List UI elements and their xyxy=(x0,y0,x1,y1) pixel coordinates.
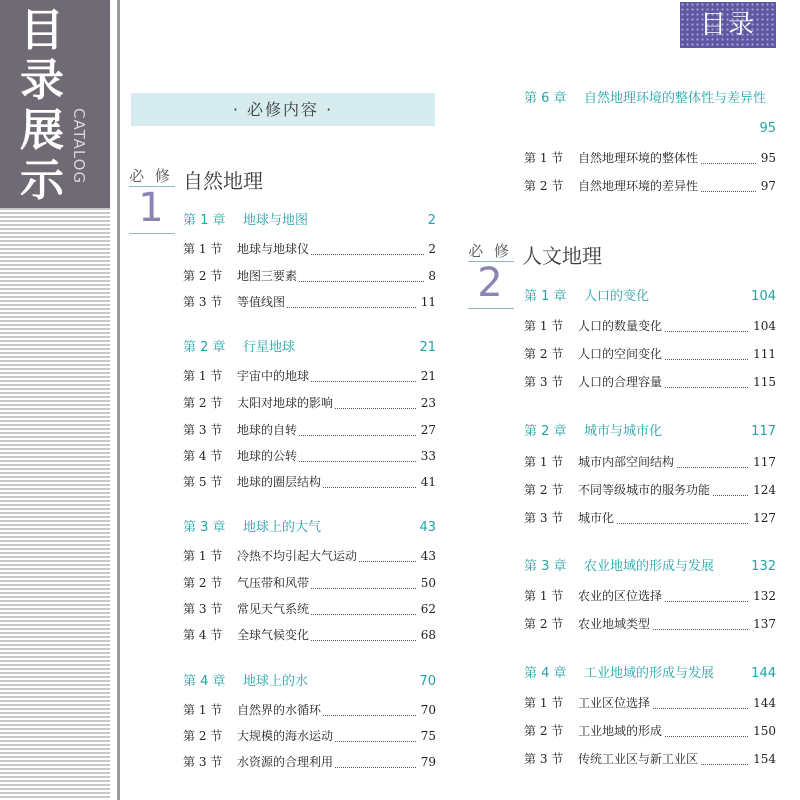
chapter-title: 地球与地图 xyxy=(243,213,309,228)
chapter-page: 132 xyxy=(751,559,776,574)
section-number: 第 5 节 xyxy=(183,475,223,489)
section-title: 宇宙中的地球 xyxy=(237,365,311,387)
section-title: 地球的圈层结构 xyxy=(237,471,323,493)
section-title: 城市内部空间结构 xyxy=(578,451,676,473)
section-number: 第 1 节 xyxy=(183,369,223,383)
section-row[interactable] xyxy=(183,392,436,414)
sidebar-title-char: 录 xyxy=(20,55,64,106)
section-number: 第 2 节 xyxy=(524,179,564,193)
section-page: 21 xyxy=(417,365,436,387)
module-label: 必 修 xyxy=(468,242,512,260)
section-title: 自然界的水循环 xyxy=(237,699,323,721)
section-page: 11 xyxy=(417,291,436,313)
section-title: 传统工业区与新工业区 xyxy=(578,748,700,770)
section-page: 27 xyxy=(417,419,436,441)
chapter-number: 第 3 章 xyxy=(524,559,567,574)
section-number: 第 2 节 xyxy=(524,483,564,497)
section-row[interactable] xyxy=(524,343,776,365)
section-row[interactable] xyxy=(183,419,436,441)
chapter-row[interactable] xyxy=(524,88,776,110)
section-number: 第 4 节 xyxy=(183,449,223,463)
chapter-page: 117 xyxy=(751,424,776,439)
section-page: 79 xyxy=(417,751,436,773)
section-row[interactable] xyxy=(524,613,776,635)
section-page: 104 xyxy=(749,315,776,337)
section-row[interactable] xyxy=(524,507,776,529)
section-page: 144 xyxy=(749,692,776,714)
section-page: 50 xyxy=(417,572,436,594)
section-page: 95 xyxy=(757,147,776,169)
section-page: 68 xyxy=(417,624,436,646)
section-number: 第 1 节 xyxy=(524,696,564,710)
sidebar-title-char: 示 xyxy=(20,155,64,206)
module-number: 2 xyxy=(477,260,503,306)
section-title: 人口的合理容量 xyxy=(578,371,664,393)
chapter-row[interactable] xyxy=(183,671,436,693)
chapter-number: 第 1 章 xyxy=(524,289,567,304)
section-row[interactable] xyxy=(183,624,436,646)
section-title: 人口的数量变化 xyxy=(578,315,664,337)
chapter-title: 地球上的水 xyxy=(243,674,309,689)
section-number: 第 3 节 xyxy=(524,752,564,766)
section-title: 农业地域类型 xyxy=(578,613,652,635)
section-number: 第 1 节 xyxy=(524,589,564,603)
required-banner: · 必修内容 · xyxy=(131,93,435,126)
chapter-number: 第 1 章 xyxy=(183,213,226,228)
section-page: 117 xyxy=(749,451,776,473)
module-number: 1 xyxy=(138,185,164,231)
section-title: 不同等级城市的服务功能 xyxy=(578,479,712,501)
sidebar-title-block xyxy=(0,0,110,208)
chapter-page: 95 xyxy=(759,121,776,136)
section-page: 75 xyxy=(417,725,436,747)
section-number: 第 2 节 xyxy=(524,347,564,361)
section-number: 第 3 节 xyxy=(183,423,223,437)
section-row[interactable] xyxy=(524,147,776,169)
section-number: 第 2 节 xyxy=(183,576,223,590)
section-row[interactable] xyxy=(524,451,776,473)
section-title: 地球与地球仪 xyxy=(237,238,311,260)
sidebar-title-char: 目 xyxy=(20,5,64,56)
section-number: 第 1 节 xyxy=(524,319,564,333)
section-page: 127 xyxy=(749,507,776,529)
separator-line xyxy=(117,0,120,800)
section-title: 冷热不均引起大气运动 xyxy=(237,545,359,567)
divider xyxy=(129,233,175,234)
section-page: 137 xyxy=(749,613,776,635)
divider xyxy=(468,308,514,309)
section-page: 111 xyxy=(749,343,776,365)
section-page: 150 xyxy=(749,720,776,742)
section-row[interactable] xyxy=(183,265,436,287)
chapter-number: 第 4 章 xyxy=(524,666,567,681)
module-title: 自然地理 xyxy=(183,169,263,193)
chapter-title: 自然地理环境的整体性与差异性 xyxy=(584,91,767,106)
section-page: 62 xyxy=(417,598,436,620)
section-title: 地球的自转 xyxy=(237,419,299,441)
section-row[interactable] xyxy=(524,479,776,501)
section-row[interactable] xyxy=(183,445,436,467)
section-row[interactable] xyxy=(183,238,436,260)
section-row[interactable] xyxy=(183,725,436,747)
section-row[interactable] xyxy=(524,748,776,770)
section-page: 23 xyxy=(417,392,436,414)
chapter-row[interactable] xyxy=(183,337,436,359)
chapter-number: 第 4 章 xyxy=(183,674,226,689)
section-title: 自然地理环境的整体性 xyxy=(578,147,700,169)
section-number: 第 1 节 xyxy=(524,151,564,165)
section-page: 41 xyxy=(417,471,436,493)
section-number: 第 3 节 xyxy=(183,602,223,616)
section-row[interactable] xyxy=(524,175,776,197)
chapter-title: 农业地域的形成与发展 xyxy=(584,559,715,574)
section-page: 154 xyxy=(749,748,776,770)
sidebar-title xyxy=(12,6,72,206)
chapter-row[interactable] xyxy=(183,517,436,539)
section-title: 城市化 xyxy=(578,507,616,529)
chapter-page: 70 xyxy=(419,674,436,689)
section-row[interactable] xyxy=(183,291,436,313)
chapter-number: 第 2 章 xyxy=(524,424,567,439)
section-title: 气压带和风带 xyxy=(237,572,311,594)
section-title: 地图三要素 xyxy=(237,265,299,287)
chapter-page: 21 xyxy=(419,340,436,355)
section-row[interactable] xyxy=(524,585,776,607)
section-page: 124 xyxy=(749,479,776,501)
section-title: 农业的区位选择 xyxy=(578,585,664,607)
section-page: 33 xyxy=(417,445,436,467)
chapter-number: 第 2 章 xyxy=(183,340,226,355)
section-page: 2 xyxy=(424,238,436,260)
section-title: 工业区位选择 xyxy=(578,692,652,714)
chapter-row[interactable] xyxy=(183,210,436,232)
chapter-number: 第 3 章 xyxy=(183,520,226,535)
chapter-title: 工业地域的形成与发展 xyxy=(584,666,715,681)
section-number: 第 2 节 xyxy=(524,724,564,738)
chapter-title: 人口的变化 xyxy=(584,289,650,304)
section-number: 第 2 节 xyxy=(183,269,223,283)
section-number: 第 1 节 xyxy=(183,703,223,717)
section-title: 等值线图 xyxy=(237,291,287,313)
sidebar-title-char: 展 xyxy=(20,105,64,156)
section-number: 第 2 节 xyxy=(183,729,223,743)
section-page: 43 xyxy=(417,545,436,567)
chapter-title: 行星地球 xyxy=(243,340,296,355)
section-number: 第 2 节 xyxy=(183,396,223,410)
section-number: 第 3 节 xyxy=(183,295,223,309)
module-label: 必 修 xyxy=(129,167,173,185)
section-page: 132 xyxy=(749,585,776,607)
section-number: 第 1 节 xyxy=(183,242,223,256)
chapter-row[interactable] xyxy=(524,663,776,685)
section-page: 97 xyxy=(757,175,776,197)
module-title: 人文地理 xyxy=(522,244,602,268)
section-number: 第 3 节 xyxy=(524,375,564,389)
chapter-page: 2 xyxy=(427,213,436,228)
section-number: 第 3 节 xyxy=(524,511,564,525)
section-title: 水资源的合理利用 xyxy=(237,751,335,773)
page-tag: 目录 xyxy=(680,2,776,48)
section-number: 第 1 节 xyxy=(524,455,564,469)
section-row[interactable] xyxy=(183,471,436,493)
chapter-row[interactable] xyxy=(524,421,776,443)
section-number: 第 2 节 xyxy=(524,617,564,631)
section-title: 自然地理环境的差异性 xyxy=(578,175,700,197)
chapter-row[interactable] xyxy=(524,286,776,308)
section-page: 70 xyxy=(417,699,436,721)
section-title: 太阳对地球的影响 xyxy=(237,392,335,414)
section-number: 第 4 节 xyxy=(183,628,223,642)
section-row[interactable] xyxy=(524,692,776,714)
chapter-page: 144 xyxy=(751,666,776,681)
chapter-page: 43 xyxy=(419,520,436,535)
chapter-number: 第 6 章 xyxy=(524,91,567,106)
section-row[interactable] xyxy=(183,598,436,620)
section-row[interactable] xyxy=(524,371,776,393)
section-row[interactable] xyxy=(183,365,436,387)
section-row[interactable] xyxy=(183,699,436,721)
section-row[interactable] xyxy=(524,720,776,742)
section-title: 常见天气系统 xyxy=(237,598,311,620)
chapter-title: 城市与城市化 xyxy=(584,424,663,439)
chapter-title: 地球上的大气 xyxy=(243,520,322,535)
section-title: 人口的空间变化 xyxy=(578,343,664,365)
section-title: 大规模的海水运动 xyxy=(237,725,335,747)
section-number: 第 1 节 xyxy=(183,549,223,563)
section-title: 全球气候变化 xyxy=(237,624,311,646)
section-row[interactable] xyxy=(183,751,436,773)
section-row[interactable] xyxy=(183,572,436,594)
section-page: 8 xyxy=(424,265,436,287)
catalog-label: CATALOG xyxy=(70,108,88,185)
chapter-row[interactable] xyxy=(524,556,776,578)
chapter-page: 104 xyxy=(751,289,776,304)
section-row[interactable] xyxy=(524,315,776,337)
section-page: 115 xyxy=(749,371,776,393)
section-title: 工业地域的形成 xyxy=(578,720,664,742)
section-title: 地球的公转 xyxy=(237,445,299,467)
section-number: 第 3 节 xyxy=(183,755,223,769)
section-row[interactable] xyxy=(183,545,436,567)
